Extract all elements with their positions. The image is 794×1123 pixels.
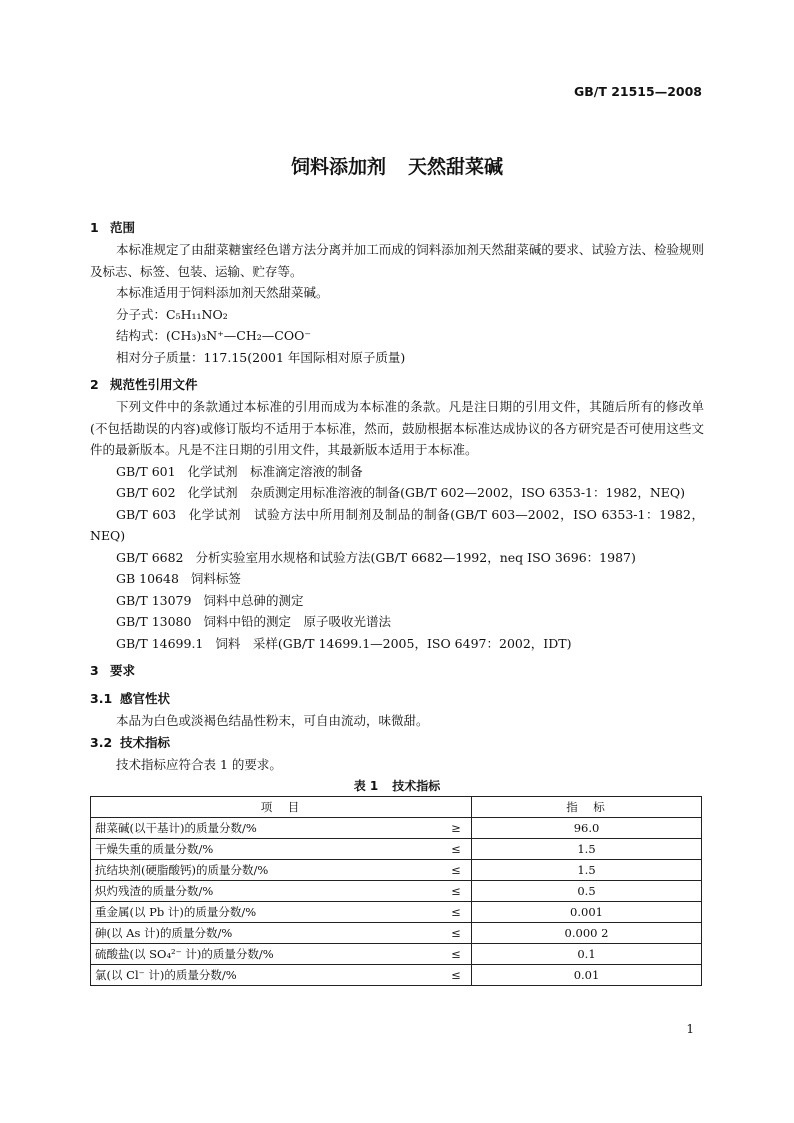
technical-indicators-text: 技术指标应符合表 1 的要求。 [116,756,282,772]
formula-value: C₅H₁₁NO₂ [166,306,228,322]
table-row [91,818,702,839]
value-cell: 0.000 2 [472,923,702,944]
subsection-number: 3.2 [90,734,113,750]
section-2-heading [90,374,704,396]
technical-indicators-table [90,796,702,986]
section-number: 1 [90,220,99,235]
value-cell: 1.5 [472,860,702,881]
title-part-2: 天然甜菜碱 [408,156,504,178]
section-1-heading [90,217,704,239]
table-row [91,965,702,986]
table-row [91,902,702,923]
table-row [91,881,702,902]
structure-label: 结构式： [116,328,167,343]
value-cell: 0.1 [472,944,702,965]
item-cell: 抗结块剂(硬脂酸钙)的质量分数/% [91,860,442,881]
molecular-formula [90,304,704,326]
reference-item: GB/T 603 化学试剂 试验方法中所用制剂及制品的制备(GB/T 603—2002，ISO 6353-1：1982，NEQ) [90,506,705,543]
comparison-symbol: ≥ [441,818,472,839]
item-cell: 炽灼残渣的质量分数/% [91,881,442,902]
document-title [0,152,794,179]
table-caption-number: 表 1 [353,779,379,793]
table-caption [90,776,704,796]
comparison-symbol: ≤ [441,965,472,986]
column-header-value: 指 标 [472,797,702,818]
structure-value: (CH₃)₃N⁺—CH₂—COO⁻ [166,328,311,343]
item-cell: 重金属(以 Pb 计)的质量分数/% [91,902,442,923]
item-cell: 氯(以 Cl⁻ 计)的质量分数/% [91,965,442,986]
page-number: 1 [686,1022,694,1036]
reference-item: GB/T 601 化学试剂 标准滴定溶液的制备 [116,463,363,479]
value-cell: 96.0 [472,818,702,839]
reference-item: GB/T 13079 饲料中总砷的测定 [116,592,304,608]
column-header-item: 项 目 [91,797,472,818]
subsection-3-2-heading [90,732,704,754]
title-part-1: 饲料添加剂 [290,156,386,178]
subsection-number: 3.1 [90,691,113,706]
comparison-symbol: ≤ [441,860,472,881]
value-cell: 0.001 [472,902,702,923]
comparison-symbol: ≤ [441,881,472,902]
section-number: 2 [90,377,99,392]
molecular-mass: 相对分子质量：117.15(2001 年国际相对原子质量) [116,349,406,365]
value-cell: 0.01 [472,965,702,986]
comparison-symbol: ≤ [441,839,472,860]
item-cell: 甜菜碱(以干基计)的质量分数/% [91,818,442,839]
reference-item: GB 10648 饲料标签 [116,571,241,586]
table-header-row [91,797,702,818]
subsection-3-1-heading [90,688,704,710]
references-paragraph: 下列文件中的条款通过本标准的引用而成为本标准的条款。凡是注日期的引用文件，其随后所有的修改单(不包括勘误的内容)或修订版均不适用于本标准，然而，鼓励根据本标准达成协议的各方研究是否可使用这些文件的最新版本。凡是不注日期的引用文件，其最新版本适用于本标准。 [90,399,704,457]
comparison-symbol: ≤ [441,902,472,923]
comparison-symbol: ≤ [441,944,472,965]
reference-item: GB/T 602 化学试剂 杂质测定用标准溶液的制备(GB/T 602—2002，ISO 6353-1：1982，NEQ) [116,485,686,500]
value-cell: 1.5 [472,839,702,860]
section-title: 范围 [110,220,136,235]
section-number: 3 [90,663,99,678]
structural-formula [90,325,704,347]
standard-code: GB/T 21515—2008 [573,84,702,99]
sensory-properties-text: 本品为白色或淡褐色结晶性粉末，可自由流动，味微甜。 [116,713,429,728]
formula-label: 分子式： [116,306,167,322]
table-row [91,860,702,881]
scope-paragraph-2: 本标准适用于饲料添加剂天然甜菜碱。 [116,285,329,300]
table-row [91,923,702,944]
table-row [91,839,702,860]
table-caption-title: 技术指标 [392,779,441,793]
value-cell: 0.5 [472,881,702,902]
reference-item: GB/T 13080 饲料中铅的测定 原子吸收光谱法 [116,614,391,629]
reference-item: GB/T 6682 分析实验室用水规格和试验方法(GB/T 6682—1992，neq ISO 3696：1987) [116,549,636,565]
reference-list [90,461,704,655]
item-cell: 硫酸盐(以 SO₄²⁻ 计)的质量分数/% [91,944,442,965]
subsection-title: 技术指标 [120,734,171,750]
item-cell: 干燥失重的质量分数/% [91,839,442,860]
item-cell: 砷(以 As 计)的质量分数/% [91,923,442,944]
section-title: 规范性引用文件 [110,377,198,392]
document-body [90,217,704,986]
section-3-heading [90,660,704,682]
subsection-title: 感官性状 [120,691,171,706]
scope-paragraph-1: 本标准规定了由甜菜糖蜜经色谱方法分离并加工而成的饲料添加剂天然甜菜碱的要求、试验方法、检验规则及标志、标签、包装、运输、贮存等。 [90,242,704,279]
section-title: 要求 [110,663,136,678]
reference-item: GB/T 14699.1 饲料 采样(GB/T 14699.1—2005，ISO 6497：2002，IDT) [116,635,572,651]
comparison-symbol: ≤ [441,923,472,944]
table-row [91,944,702,965]
